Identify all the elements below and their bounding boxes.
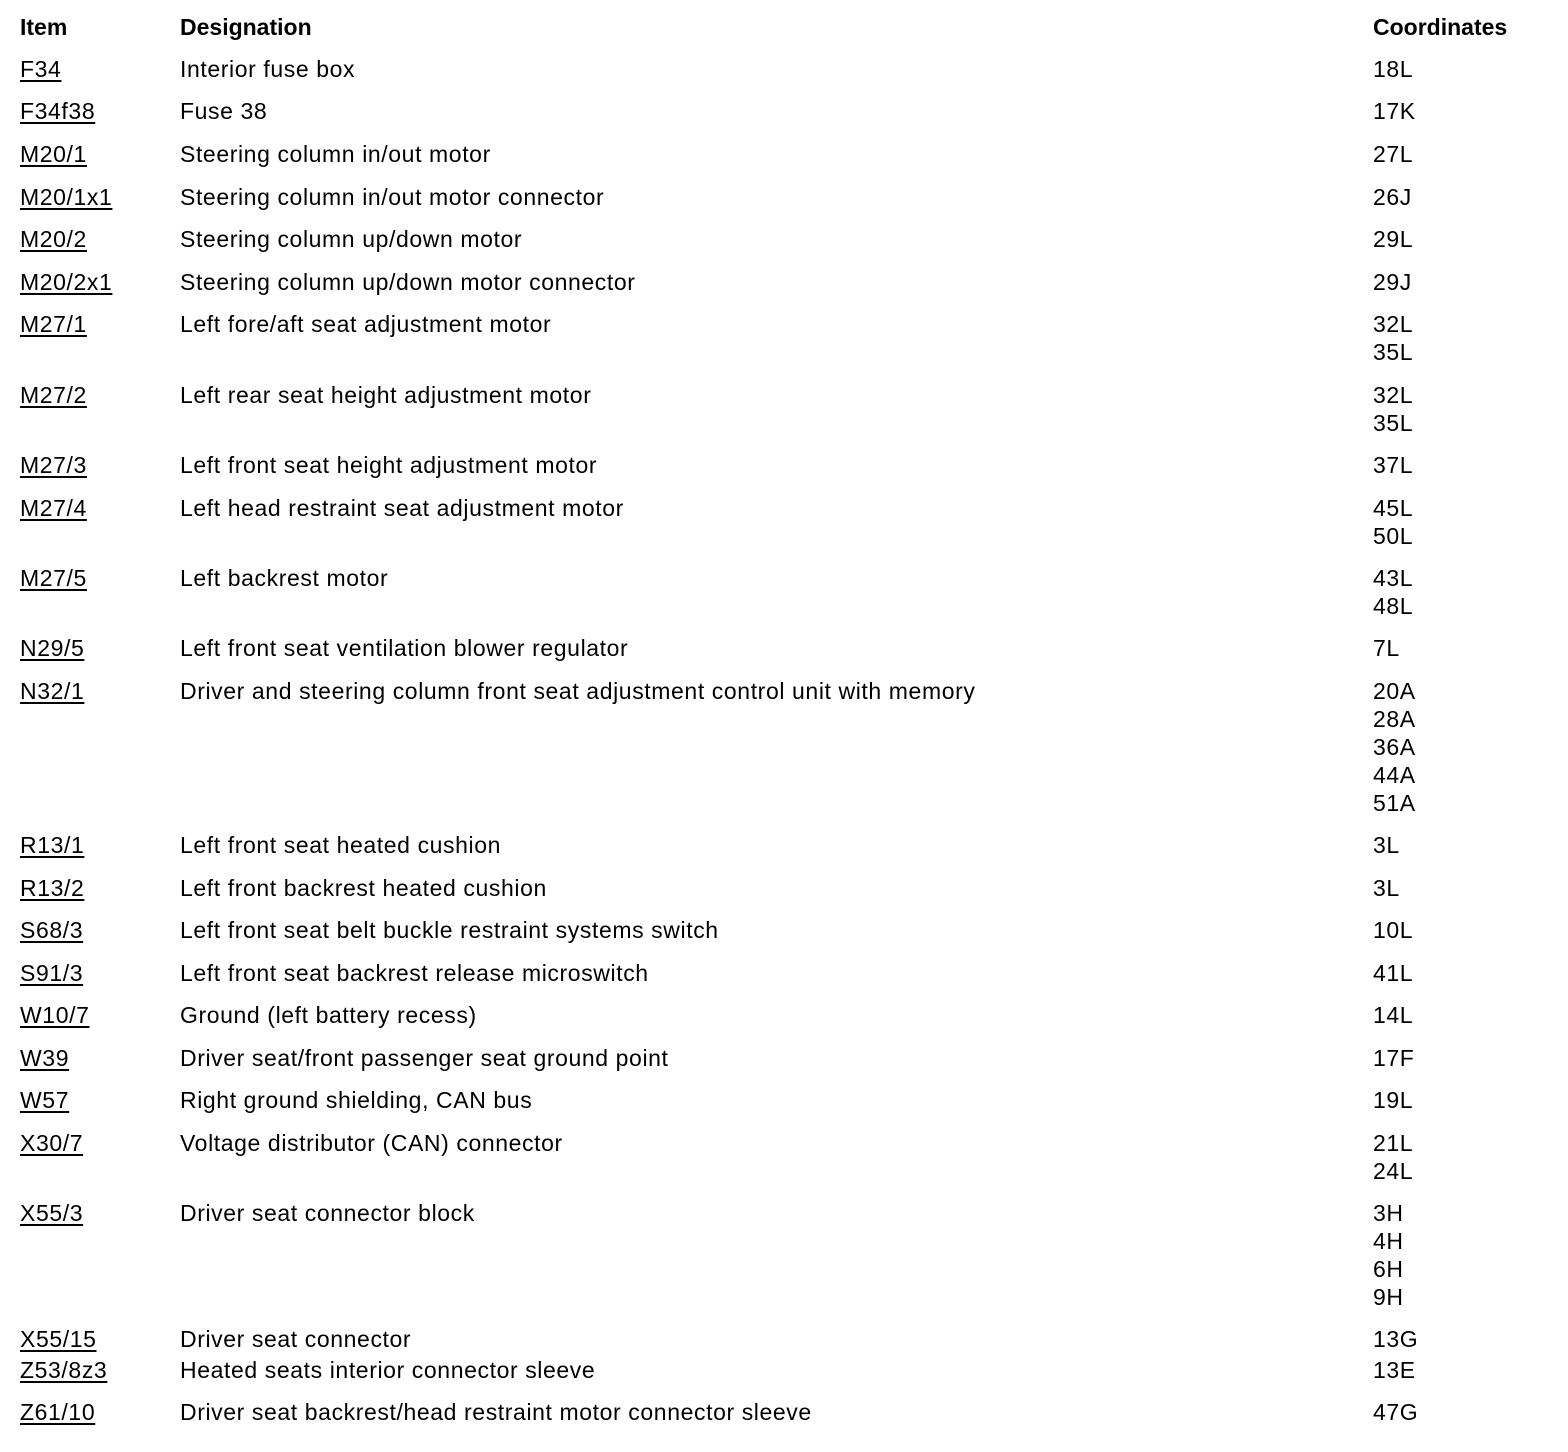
coordinates-cell: [1373, 97, 1416, 125]
coordinate-value: 6H: [1373, 1256, 1404, 1282]
coordinate-value: 28A: [1373, 706, 1416, 732]
item-column-header: Item: [20, 14, 68, 40]
coordinate-value: 20A: [1373, 678, 1416, 704]
coordinates-cell: [1373, 874, 1400, 902]
designation-text: Ground (left battery recess): [180, 1002, 477, 1028]
coordinates-column-header: Coordinates: [1373, 14, 1508, 40]
item-link[interactable]: X30/7: [20, 1130, 84, 1156]
designation-text: Left front seat height adjustment motor: [180, 452, 598, 478]
coordinate-value: 32L: [1373, 311, 1414, 337]
coordinate-value: 43L: [1373, 565, 1414, 591]
coordinates-cell: [1373, 183, 1412, 211]
coordinate-value: 27L: [1373, 141, 1414, 167]
item-link[interactable]: N29/5: [20, 635, 85, 661]
coordinate-value: 29L: [1373, 226, 1414, 252]
coordinates-cell: [1373, 634, 1400, 662]
coordinate-value: 13G: [1373, 1326, 1419, 1352]
item-link[interactable]: M20/2x1: [20, 269, 113, 295]
item-link[interactable]: Z53/8z3: [20, 1357, 108, 1383]
item-link[interactable]: X55/3: [20, 1200, 84, 1226]
table-header: [0, 12, 1568, 42]
coordinates-cell: [1373, 268, 1412, 296]
coordinates-cell: [1373, 494, 1413, 550]
coordinate-value: 14L: [1373, 1002, 1414, 1028]
coordinate-value: 36A: [1373, 734, 1416, 760]
coordinates-cell: [1373, 451, 1413, 479]
coordinate-value: 37L: [1373, 452, 1414, 478]
coordinate-value: 17K: [1373, 98, 1416, 124]
coordinate-value: 48L: [1373, 593, 1414, 619]
coordinates-cell: [1373, 1086, 1413, 1114]
designation-text: Left head restraint seat adjustment motor: [180, 495, 624, 521]
coordinates-cell: [1373, 1044, 1414, 1072]
coordinate-value: 44A: [1373, 762, 1416, 788]
designation-text: Driver seat connector block: [180, 1200, 475, 1226]
coordinate-value: 41L: [1373, 960, 1414, 986]
item-link[interactable]: M27/3: [20, 452, 87, 478]
designation-text: Left front seat heated cushion: [180, 832, 502, 858]
item-link[interactable]: W39: [20, 1045, 70, 1071]
coordinates-cell: [1373, 959, 1413, 987]
coordinate-value: 4H: [1373, 1228, 1404, 1254]
coordinate-value: 9H: [1373, 1284, 1404, 1310]
coordinate-value: 21L: [1373, 1130, 1414, 1156]
coordinate-value: 7L: [1373, 635, 1400, 661]
item-link[interactable]: F34f38: [20, 98, 96, 124]
designation-text: Fuse 38: [180, 98, 268, 124]
designation-text: Driver seat/front passenger seat ground point: [180, 1045, 669, 1071]
designation-column-header: Designation: [180, 14, 312, 40]
designation-text: Steering column up/down motor connector: [180, 269, 636, 295]
coordinates-cell: [1373, 831, 1400, 859]
designation-text: Left rear seat height adjustment motor: [180, 382, 592, 408]
coordinates-cell: [1373, 1356, 1416, 1384]
coordinate-value: 3L: [1373, 875, 1400, 901]
coordinate-value: 47G: [1373, 1399, 1419, 1425]
coordinate-value: 24L: [1373, 1158, 1414, 1184]
designation-text: Steering column in/out motor connector: [180, 184, 605, 210]
designation-text: Interior fuse box: [180, 56, 356, 82]
designation-text: Steering column up/down motor: [180, 226, 523, 252]
coordinate-value: 35L: [1373, 410, 1414, 436]
coordinates-cell: [1373, 564, 1413, 620]
coordinates-cell: [1373, 1129, 1413, 1185]
coordinates-cell: [1373, 1199, 1404, 1311]
item-link[interactable]: M20/1x1: [20, 184, 113, 210]
coordinates-cell: [1373, 55, 1413, 83]
item-link[interactable]: S91/3: [20, 960, 84, 986]
designation-text: Steering column in/out motor: [180, 141, 491, 167]
coordinate-value: 26J: [1373, 184, 1412, 210]
coordinate-value: 19L: [1373, 1087, 1414, 1113]
designation-text: Right ground shielding, CAN bus: [180, 1087, 533, 1113]
designation-text: Left fore/aft seat adjustment motor: [180, 311, 552, 337]
item-link[interactable]: R13/2: [20, 875, 85, 901]
designation-text: Driver seat backrest/head restraint motor connector sleeve: [180, 1399, 812, 1425]
coordinates-cell: [1373, 1325, 1418, 1353]
coordinates-cell: [1373, 310, 1413, 366]
item-link[interactable]: X55/15: [20, 1326, 97, 1352]
designation-text: Left front seat ventilation blower regulator: [180, 635, 629, 661]
designation-text: Left front seat backrest release microswitch: [180, 960, 649, 986]
coordinate-value: 35L: [1373, 339, 1414, 365]
coordinate-value: 10L: [1373, 917, 1414, 943]
item-link[interactable]: W10/7: [20, 1002, 90, 1028]
coordinate-value: 18L: [1373, 56, 1414, 82]
coordinates-cell: [1373, 677, 1416, 817]
coordinate-value: 3H: [1373, 1200, 1404, 1226]
item-link[interactable]: M27/1: [20, 311, 87, 337]
coordinate-value: 51A: [1373, 790, 1416, 816]
coordinate-value: 3L: [1373, 832, 1400, 858]
coordinate-value: 45L: [1373, 495, 1414, 521]
coordinates-cell: [1373, 1398, 1418, 1426]
coordinates-cell: [1373, 140, 1413, 168]
coordinate-value: 13E: [1373, 1357, 1416, 1383]
item-link[interactable]: M27/5: [20, 565, 87, 591]
designation-text: Heated seats interior connector sleeve: [180, 1357, 596, 1383]
coordinates-cell: [1373, 1001, 1413, 1029]
designation-text: Voltage distributor (CAN) connector: [180, 1130, 563, 1156]
designation-text: Left front seat belt buckle restraint systems switch: [180, 917, 719, 943]
item-link[interactable]: S68/3: [20, 917, 84, 943]
item-link[interactable]: Z61/10: [20, 1399, 96, 1425]
item-link[interactable]: M27/2: [20, 382, 87, 408]
coordinates-cell: [1373, 916, 1413, 944]
coordinate-value: 29J: [1373, 269, 1412, 295]
coordinates-cell: [1373, 381, 1413, 437]
designation-text: Driver seat connector: [180, 1326, 412, 1352]
coordinate-value: 50L: [1373, 523, 1414, 549]
item-link[interactable]: M20/2: [20, 226, 87, 252]
coordinate-value: 17F: [1373, 1045, 1415, 1071]
item-link[interactable]: R13/1: [20, 832, 85, 858]
coordinates-cell: [1373, 225, 1413, 253]
item-link[interactable]: W57: [20, 1087, 70, 1113]
item-link[interactable]: M27/4: [20, 495, 87, 521]
designation-text: Left front backrest heated cushion: [180, 875, 547, 901]
designation-text: Driver and steering column front seat adjustment control unit with memory: [180, 678, 976, 704]
designation-text: Left backrest motor: [180, 565, 389, 591]
item-link[interactable]: F34: [20, 56, 62, 82]
coordinate-value: 32L: [1373, 382, 1414, 408]
item-link[interactable]: N32/1: [20, 678, 85, 704]
item-link[interactable]: M20/1: [20, 141, 87, 167]
